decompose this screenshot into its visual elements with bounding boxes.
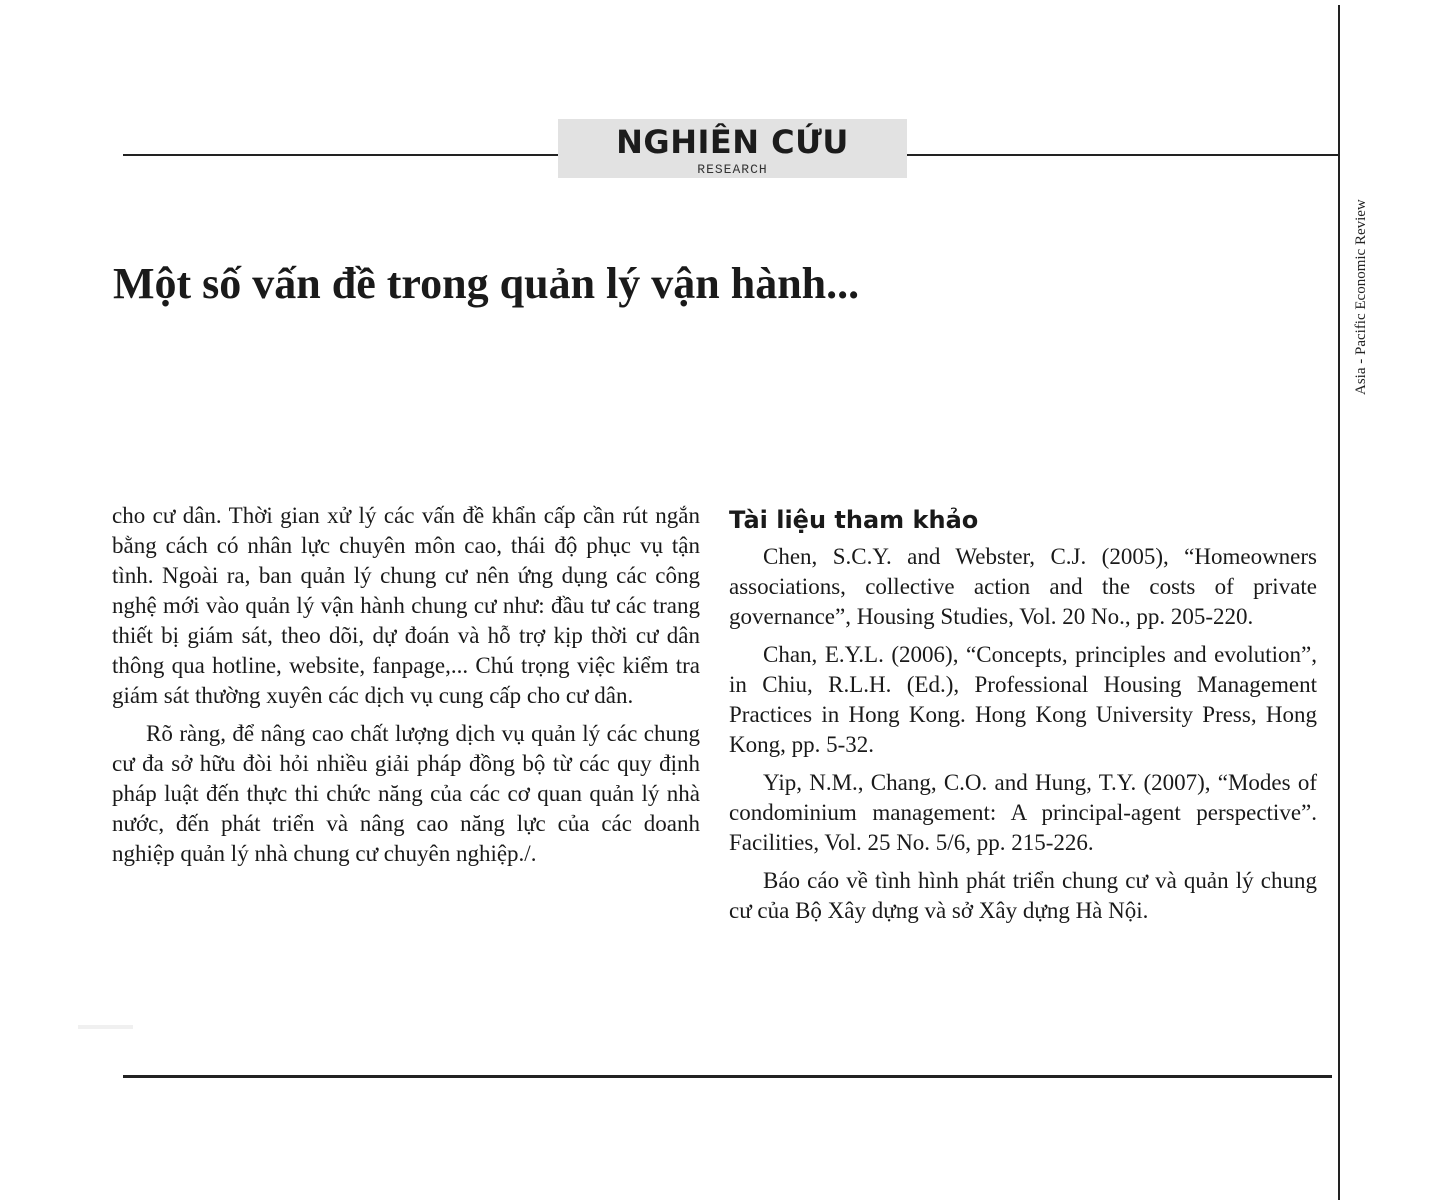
page-edge-rule — [1338, 5, 1340, 1200]
article-title: Một số vấn đề trong quản lý vận hành... — [113, 259, 860, 308]
reference-item: Báo cáo về tình hình phát triển chung cư và quản lý chung cư của Bộ Xây dựng và sở Xây dựng Hà Nội. — [729, 868, 1317, 923]
references-heading: Tài liệu tham khảo — [729, 506, 979, 534]
journal-side-label: Asia - Pacific Economic Review — [1353, 199, 1369, 395]
footer-rule — [123, 1075, 1332, 1078]
reference-item: Chen, S.C.Y. and Webster, C.J. (2005), “Homeowners associations, collective action and the costs of private governance”, Housing Studies, Vol. 20 No., pp. 205-220. — [729, 544, 1317, 629]
section-title: NGHIÊN CỨU — [616, 123, 849, 161]
references-column — [729, 504, 1317, 934]
body-column — [112, 501, 700, 877]
body-paragraph: cho cư dân. Thời gian xử lý các vấn đề khẩn cấp cần rút ngắn bằng cách có nhân lực chuyên môn cao, thái độ phục vụ tận tình. Ngoài ra, ban quản lý chung cư nên ứng dụng các công nghệ mới vào quản lý vận hành chung cư như: đầu tư các trang thiết bị giám sát, theo dõi, dự đoán và hỗ trợ kịp thời cư dân thông qua hotline, website, fanpage,... Chú trọng việc kiểm tra giám sát thường xuyên các dịch vụ cung cấp cho cư dân. — [112, 503, 700, 708]
reference-item: Chan, E.Y.L. (2006), “Concepts, principles and evolution”, in Chiu, R.L.H. (Ed.), Professional Housing Management Practices in Hong Kong. Hong Kong University Press, Hong Kong, pp. 5-32. — [729, 642, 1317, 757]
body-paragraph: Rõ ràng, để nâng cao chất lượng dịch vụ quản lý các chung cư đa sở hữu đòi hỏi nhiều giải pháp đồng bộ từ các quy định pháp luật đến thực thi chức năng của các cơ quan quản lý nhà nước, đến phát triển và nâng cao năng lực của các doanh nghiệp quản lý nhà chung cư chuyên nghiệp./. — [112, 721, 700, 866]
section-subtitle: RESEARCH — [697, 162, 768, 177]
section-label — [558, 119, 907, 178]
scan-mark — [78, 1025, 133, 1029]
header-rule-right — [906, 154, 1339, 156]
reference-item: Yip, N.M., Chang, C.O. and Hung, T.Y. (2007), “Modes of condominium management: A principal-agent perspective”. Facilities, Vol. 25 No. 5/6, pp. 215-226. — [729, 770, 1317, 855]
header-rule-left — [123, 154, 560, 156]
